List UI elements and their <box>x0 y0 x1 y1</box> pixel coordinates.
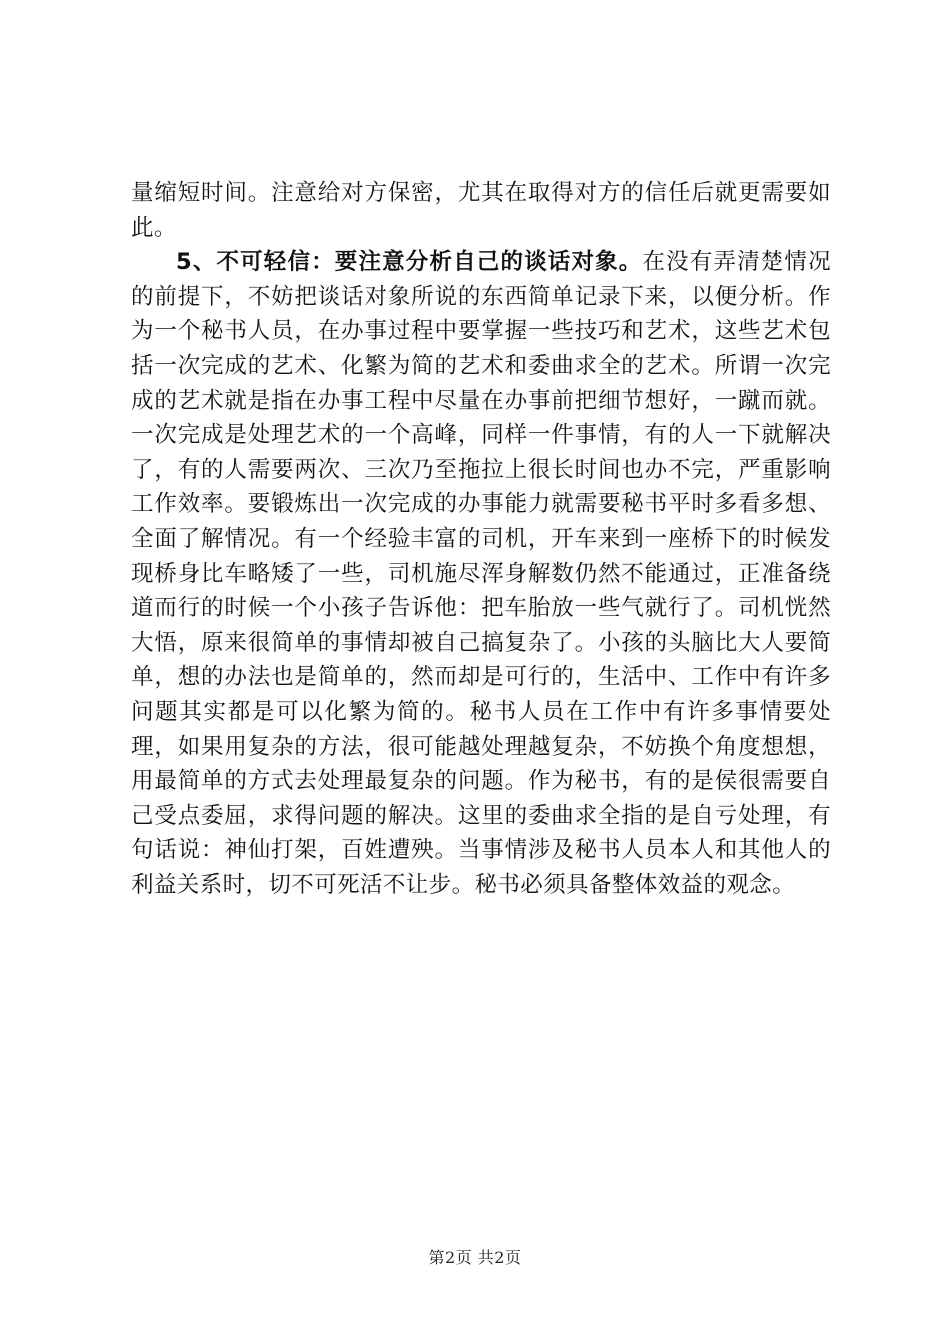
paragraph-continuation <box>131 176 831 245</box>
page-number-label: 第2页 共2页 <box>428 1248 522 1267</box>
document-body <box>131 176 831 902</box>
paragraph-text: 量缩短时间。注意给对方保密，尤其在取得对方的信任后就更需要如此。 <box>131 180 831 241</box>
paragraph-text: 在没有弄清楚情况的前提下，不妨把谈话对象所说的东西简单记录下来，以便分析。作为一个秘书人员，在办事过程中要掌握一些技巧和艺术，这些艺术包括一次完成的艺术、化繁为简的艺术和委曲求全的艺术。所谓一次完成的艺术就是指在办事工程中尽量在办事前把细节想好，一蹴而就。一次完成是处理艺术的一个高峰，同样一件事情，有的人一下就解决了，有的人需要两次、三次乃至拖拉上很长时间也办不完，严重影响工作效率。要锻炼出一次完成的办事能力就需要秘书平时多看多想、全面了解情况。有一个经验丰富的司机，开车来到一座桥下的时候发现桥身比车略矮了一些，司机施尽浑身解数仍然不能通过，正准备绕道而行的时候一个小孩子告诉他：把车胎放一些气就行了。司机恍然大悟，原来很简单的事情却被自己搞复杂了。小孩的头脑比大人要简单，想的办法也是简单的，然而却是可行的，生活中、工作中有许多问题其实都是可以化繁为简的。秘书人员在工作中有许多事情要处理，如果用复杂的方法，很可能越处理越复杂，不妨换个角度想想，用最简单的方式去处理最复杂的问题。作为秘书，有的是侯很需要自己受点委屈，求得问题的解决。这里的委曲求全指的是自亏处理，有句话说：神仙打架，百姓遭殃。当事情涉及秘书人员本人和其他人的利益关系时，切不可死活不让步。秘书必须具备整体效益的观念。 <box>131 249 831 898</box>
paragraph-not-easily-trust <box>131 245 831 902</box>
paragraph-lead-heading: 5、不可轻信：要注意分析自己的谈话对象。 <box>176 249 643 276</box>
page-footer <box>0 1245 950 1268</box>
